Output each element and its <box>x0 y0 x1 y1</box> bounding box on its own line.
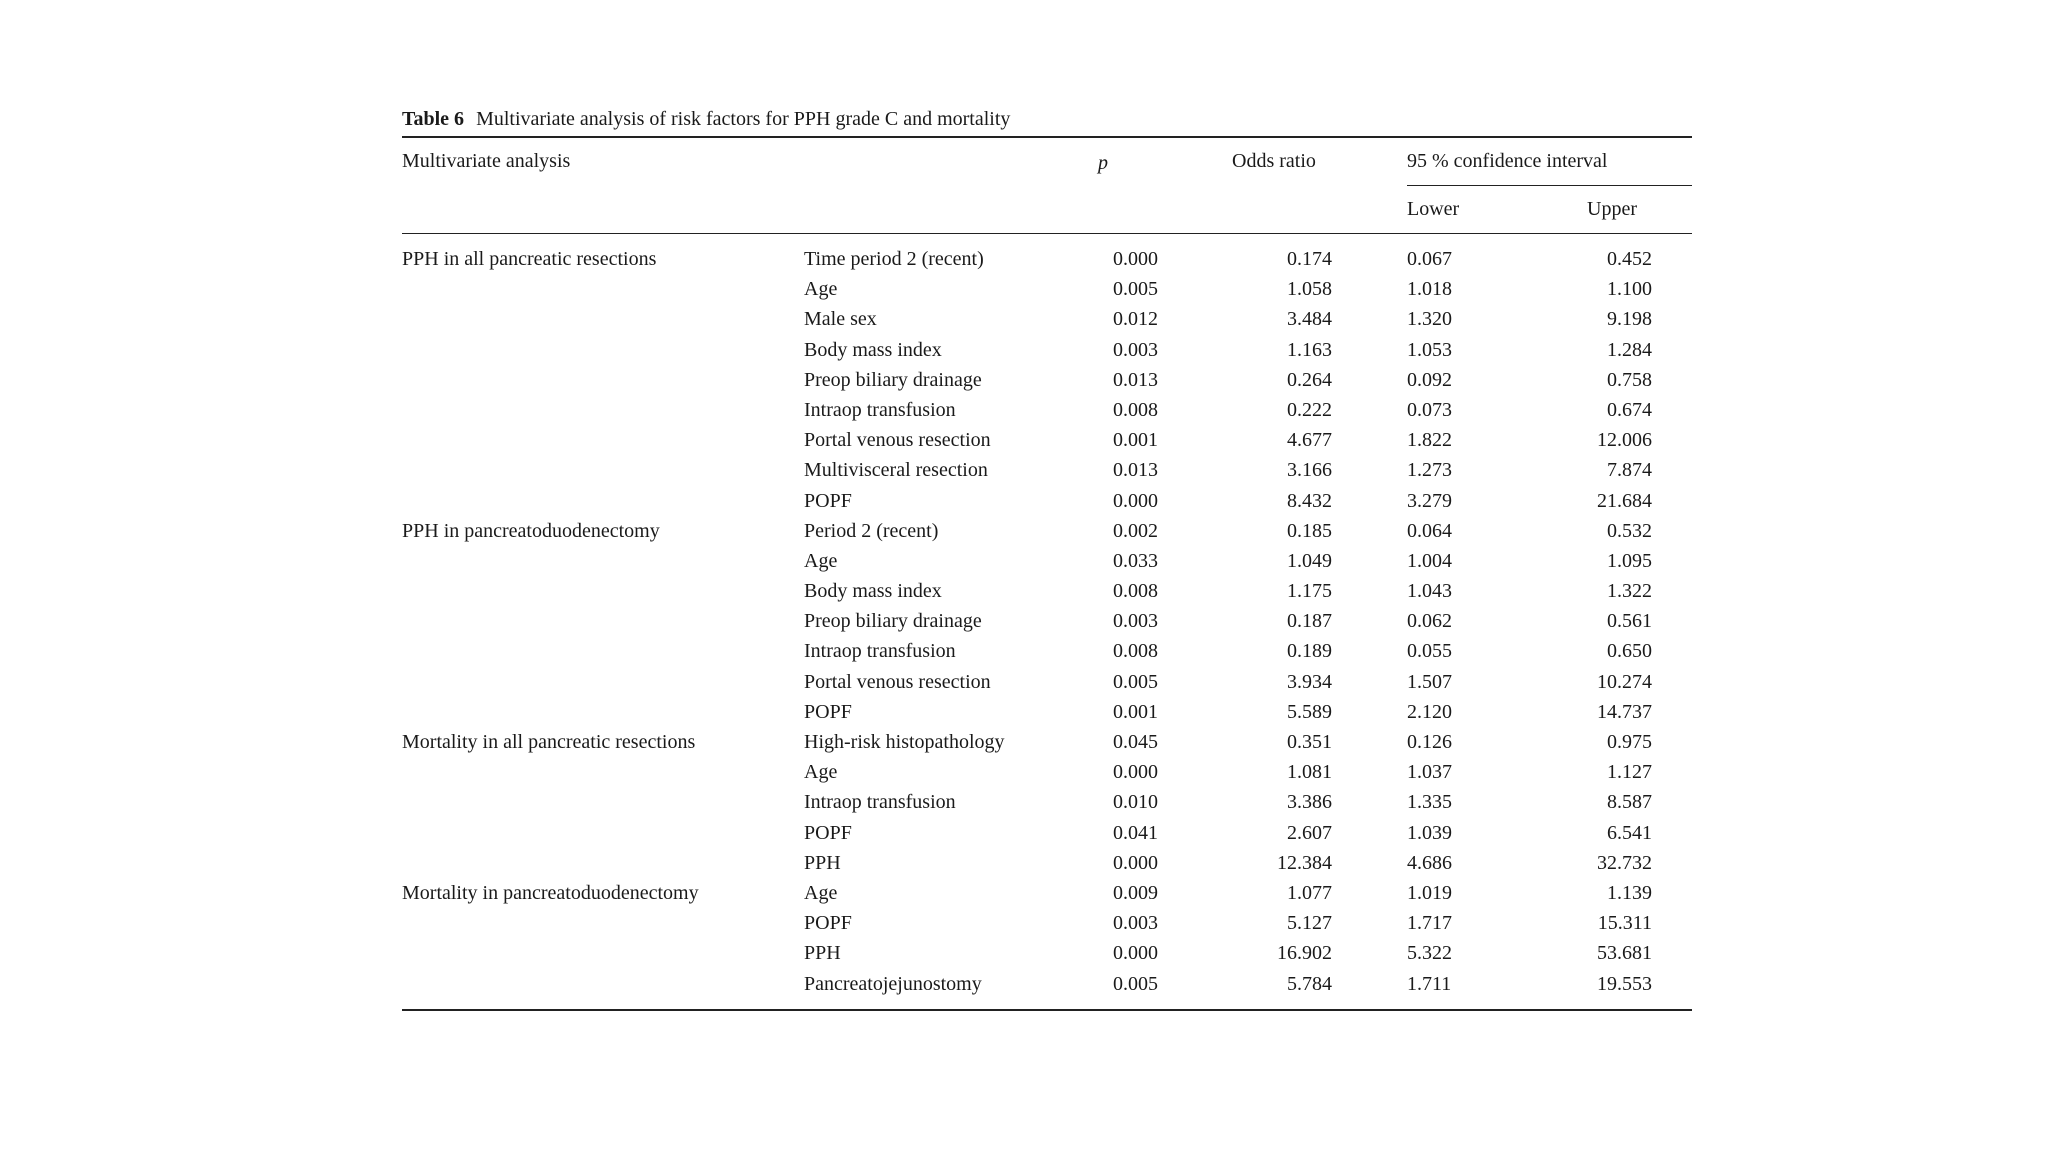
row-p-value: 0.000 <box>1113 942 1158 965</box>
row-ci-upper: 1.322 <box>1607 580 1652 603</box>
row-p-value: 0.000 <box>1113 761 1158 784</box>
row-p-value: 0.008 <box>1113 398 1158 421</box>
row-factor: POPF <box>804 700 852 723</box>
row-ci-lower: 0.126 <box>1407 731 1452 753</box>
row-factor: PPH <box>804 942 841 965</box>
row-p-value: 0.003 <box>1113 610 1158 633</box>
row-factor: Preop biliary drainage <box>804 610 982 633</box>
row-factor: Intraop transfusion <box>804 398 956 421</box>
row-ci-upper: 7.874 <box>1607 459 1652 482</box>
row-ci-lower: 1.043 <box>1407 580 1452 603</box>
row-ci-lower: 0.062 <box>1407 610 1452 633</box>
row-odds-ratio: 3.166 <box>1287 459 1332 482</box>
row-ci-upper: 19.553 <box>1597 972 1652 995</box>
table-row <box>402 335 1692 365</box>
row-factor: POPF <box>804 821 852 844</box>
table-row <box>402 606 1692 636</box>
row-ci-upper: 0.758 <box>1607 368 1652 391</box>
row-ci-upper: 0.975 <box>1607 731 1652 753</box>
row-ci-upper: 10.274 <box>1597 670 1652 693</box>
row-p-value: 0.003 <box>1113 338 1158 361</box>
table-row <box>402 244 1692 274</box>
ci-rule <box>1407 185 1692 186</box>
row-odds-ratio: 16.902 <box>1277 942 1332 965</box>
row-p-value: 0.045 <box>1113 731 1158 753</box>
row-factor: Age <box>804 881 838 904</box>
row-ci-lower: 5.322 <box>1407 942 1452 965</box>
row-odds-ratio: 0.222 <box>1287 398 1332 421</box>
row-ci-lower: 1.019 <box>1407 881 1452 904</box>
row-odds-ratio: 5.589 <box>1287 700 1332 723</box>
table-row <box>402 304 1692 334</box>
header-p: p <box>1098 152 1108 174</box>
row-p-value: 0.033 <box>1113 549 1158 572</box>
row-factor: Portal venous resection <box>804 670 991 693</box>
table-row <box>402 969 1692 999</box>
row-p-value: 0.005 <box>1113 670 1158 693</box>
row-factor: PPH <box>804 851 841 874</box>
row-p-value: 0.005 <box>1113 278 1158 301</box>
row-factor: POPF <box>804 489 852 512</box>
row-ci-upper: 1.139 <box>1607 881 1652 904</box>
row-p-value: 0.008 <box>1113 580 1158 603</box>
row-odds-ratio: 5.127 <box>1287 912 1332 935</box>
table-document <box>402 104 1692 1011</box>
header-odds-ratio: Odds ratio <box>1232 150 1316 172</box>
row-odds-ratio: 4.677 <box>1287 429 1332 452</box>
table-row <box>402 636 1692 666</box>
row-ci-upper: 0.532 <box>1607 519 1652 542</box>
row-ci-upper: 0.561 <box>1607 610 1652 633</box>
row-p-value: 0.008 <box>1113 640 1158 663</box>
row-factor: Period 2 (recent) <box>804 519 939 542</box>
row-ci-upper: 32.732 <box>1597 851 1652 874</box>
table-row <box>402 516 1692 546</box>
table-row <box>402 697 1692 727</box>
row-ci-lower: 4.686 <box>1407 851 1452 874</box>
row-factor: Age <box>804 278 838 301</box>
row-odds-ratio: 3.386 <box>1287 791 1332 814</box>
row-odds-ratio: 8.432 <box>1287 489 1332 512</box>
row-odds-ratio: 1.049 <box>1287 549 1332 572</box>
bottom-rule <box>402 1009 1692 1011</box>
row-factor: Time period 2 (recent) <box>804 248 984 270</box>
row-ci-lower: 1.711 <box>1407 972 1452 995</box>
row-odds-ratio: 0.174 <box>1287 248 1332 270</box>
row-p-value: 0.001 <box>1113 700 1158 723</box>
row-ci-lower: 1.507 <box>1407 670 1452 693</box>
row-odds-ratio: 1.163 <box>1287 338 1332 361</box>
table-row <box>402 365 1692 395</box>
row-factor: Age <box>804 761 838 784</box>
row-factor: Multivisceral resection <box>804 459 988 482</box>
row-factor: Body mass index <box>804 580 942 603</box>
row-ci-lower: 1.335 <box>1407 791 1452 814</box>
header-lower: Lower <box>1407 198 1460 220</box>
row-factor: Body mass index <box>804 338 942 361</box>
row-p-value: 0.000 <box>1113 851 1158 874</box>
row-p-value: 0.012 <box>1113 308 1158 331</box>
row-ci-lower: 1.037 <box>1407 761 1452 784</box>
row-odds-ratio: 0.351 <box>1287 731 1332 753</box>
row-ci-upper: 1.095 <box>1607 549 1652 572</box>
row-ci-upper: 1.127 <box>1607 761 1652 784</box>
row-group: PPH in pancreatoduodenectomy <box>402 519 660 542</box>
row-odds-ratio: 1.077 <box>1287 881 1332 904</box>
row-odds-ratio: 0.185 <box>1287 519 1332 542</box>
table-row <box>402 667 1692 697</box>
row-ci-upper: 12.006 <box>1597 429 1652 452</box>
row-factor: Male sex <box>804 308 877 331</box>
table-caption-label: Table 6 <box>402 108 465 130</box>
row-factor: High-risk histopathology <box>804 731 1005 753</box>
table-row <box>402 274 1692 304</box>
row-odds-ratio: 1.175 <box>1287 580 1332 603</box>
row-ci-upper: 6.541 <box>1607 821 1652 844</box>
row-group: Mortality in pancreatoduodenectomy <box>402 881 699 904</box>
table-row <box>402 576 1692 606</box>
row-ci-lower: 1.039 <box>1407 821 1452 844</box>
table-row <box>402 848 1692 878</box>
row-ci-upper: 9.198 <box>1607 308 1652 331</box>
row-ci-lower: 1.053 <box>1407 338 1452 361</box>
row-ci-upper: 8.587 <box>1607 791 1652 814</box>
row-ci-lower: 0.073 <box>1407 398 1452 421</box>
row-ci-upper: 21.684 <box>1597 489 1652 512</box>
header-analysis: Multivariate analysis <box>402 150 571 172</box>
row-p-value: 0.013 <box>1113 368 1158 391</box>
row-factor: POPF <box>804 912 852 935</box>
row-ci-upper: 15.311 <box>1597 912 1652 935</box>
row-ci-lower: 0.055 <box>1407 640 1452 663</box>
row-odds-ratio: 12.384 <box>1277 851 1332 874</box>
table-caption <box>402 104 1692 136</box>
row-ci-upper: 0.452 <box>1607 248 1652 270</box>
row-odds-ratio: 0.264 <box>1287 368 1332 391</box>
row-ci-lower: 1.004 <box>1407 549 1452 572</box>
row-odds-ratio: 5.784 <box>1287 972 1332 995</box>
row-factor: Preop biliary drainage <box>804 368 982 391</box>
table-row <box>402 395 1692 425</box>
table-row <box>402 486 1692 516</box>
row-factor: Age <box>804 549 838 572</box>
row-ci-lower: 1.822 <box>1407 429 1452 452</box>
row-ci-lower: 0.064 <box>1407 519 1452 542</box>
row-odds-ratio: 1.058 <box>1287 278 1332 301</box>
table-row <box>402 546 1692 576</box>
table-header <box>402 138 1692 233</box>
table-row <box>402 455 1692 485</box>
row-p-value: 0.001 <box>1113 429 1158 452</box>
row-ci-lower: 2.120 <box>1407 700 1452 723</box>
row-ci-upper: 53.681 <box>1597 942 1652 965</box>
row-ci-lower: 0.092 <box>1407 368 1452 391</box>
row-odds-ratio: 0.187 <box>1287 610 1332 633</box>
table-row <box>402 938 1692 968</box>
row-ci-upper: 0.650 <box>1607 640 1652 663</box>
row-odds-ratio: 0.189 <box>1287 640 1332 663</box>
header-ci: 95 % confidence interval <box>1407 150 1608 172</box>
row-factor: Portal venous resection <box>804 429 991 452</box>
row-odds-ratio: 3.484 <box>1287 308 1332 331</box>
row-p-value: 0.041 <box>1113 821 1158 844</box>
row-ci-lower: 0.067 <box>1407 248 1452 270</box>
row-factor: Pancreatojejunostomy <box>804 972 982 995</box>
table-row <box>402 425 1692 455</box>
table-row <box>402 908 1692 938</box>
row-ci-upper: 1.100 <box>1607 278 1652 301</box>
row-odds-ratio: 3.934 <box>1287 670 1332 693</box>
row-odds-ratio: 2.607 <box>1287 821 1332 844</box>
table-row <box>402 727 1692 757</box>
row-p-value: 0.009 <box>1113 881 1158 904</box>
row-p-value: 0.000 <box>1113 489 1158 512</box>
table-row <box>402 787 1692 817</box>
header-upper: Upper <box>1587 198 1637 220</box>
table-caption-text: Multivariate analysis of risk factors for PPH grade C and mortality <box>476 108 1011 130</box>
row-group: PPH in all pancreatic resections <box>402 248 657 270</box>
row-ci-lower: 1.717 <box>1407 912 1452 935</box>
row-p-value: 0.013 <box>1113 459 1158 482</box>
row-group: Mortality in all pancreatic resections <box>402 731 696 753</box>
table-row <box>402 818 1692 848</box>
row-ci-lower: 1.273 <box>1407 459 1452 482</box>
row-p-value: 0.005 <box>1113 972 1158 995</box>
row-ci-upper: 0.674 <box>1607 398 1652 421</box>
row-ci-lower: 1.018 <box>1407 278 1452 301</box>
row-p-value: 0.000 <box>1113 248 1158 270</box>
row-p-value: 0.002 <box>1113 519 1158 542</box>
row-odds-ratio: 1.081 <box>1287 761 1332 784</box>
row-ci-lower: 1.320 <box>1407 308 1452 331</box>
row-ci-upper: 14.737 <box>1597 700 1652 723</box>
row-p-value: 0.010 <box>1113 791 1158 814</box>
row-ci-lower: 3.279 <box>1407 489 1452 512</box>
row-p-value: 0.003 <box>1113 912 1158 935</box>
row-ci-upper: 1.284 <box>1607 338 1652 361</box>
table-row <box>402 878 1692 908</box>
row-factor: Intraop transfusion <box>804 791 956 814</box>
table-row <box>402 757 1692 787</box>
table-body <box>402 234 1692 1009</box>
row-factor: Intraop transfusion <box>804 640 956 663</box>
